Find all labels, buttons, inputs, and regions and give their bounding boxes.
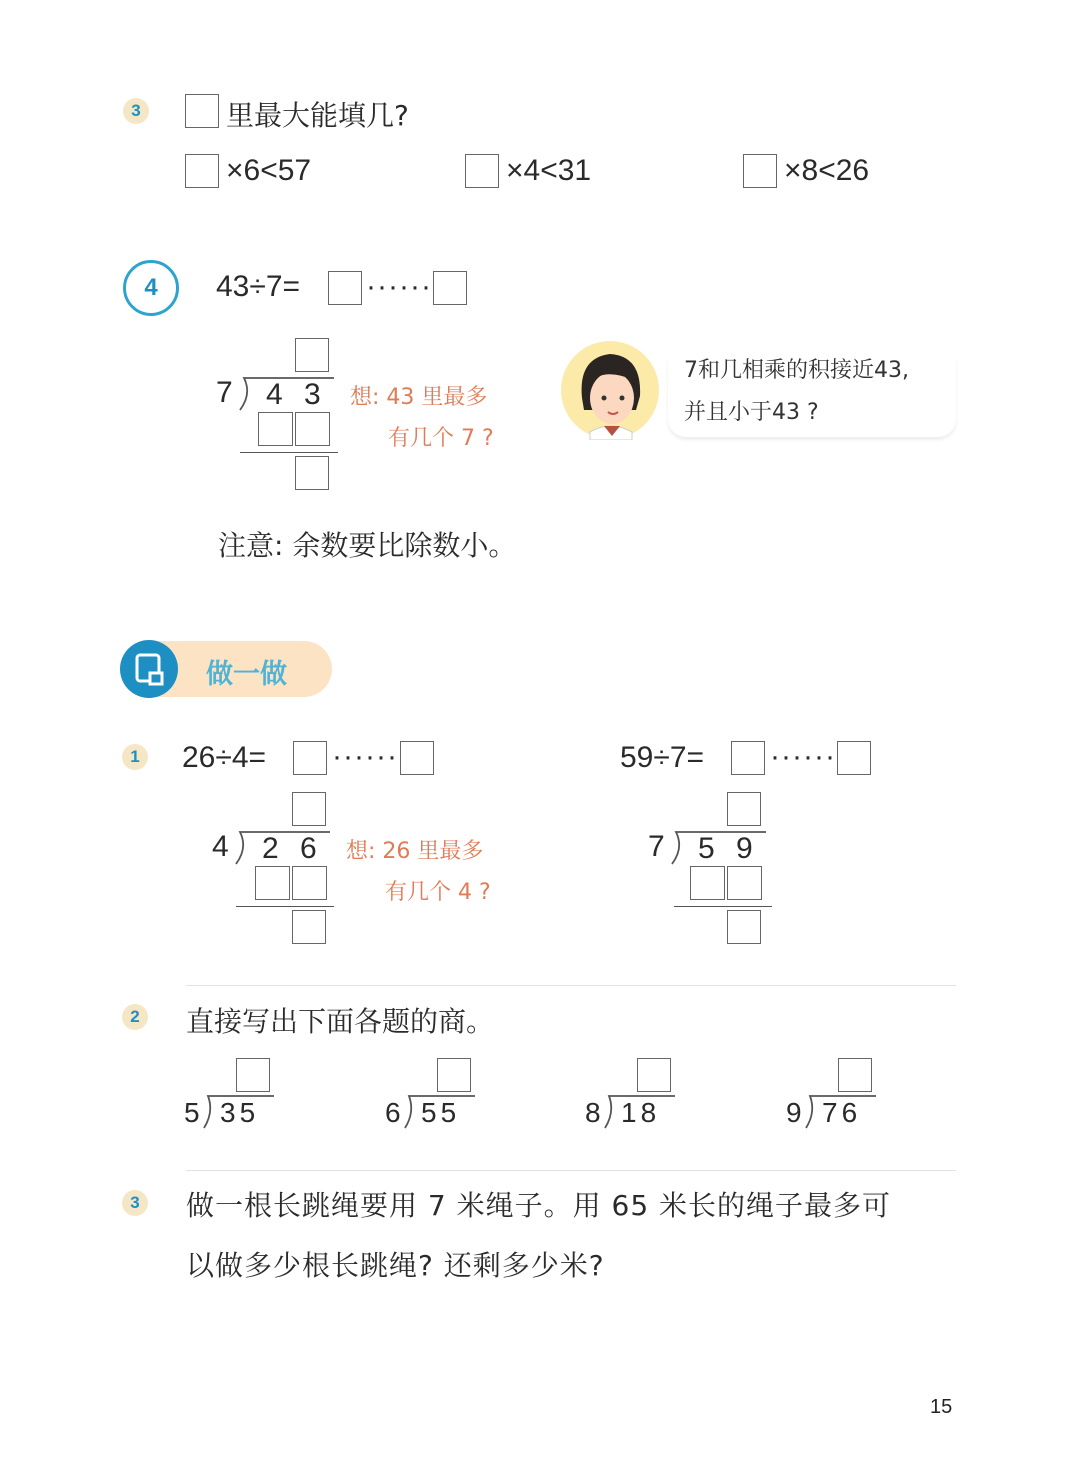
remainder-dots: ······ (332, 740, 398, 773)
dividend: 35 (220, 1097, 260, 1128)
product-box[interactable] (295, 412, 330, 446)
answer-box[interactable] (185, 154, 219, 188)
page-number: 15 (930, 1396, 953, 1418)
girl-avatar (560, 340, 660, 440)
answer-box[interactable] (185, 94, 219, 128)
quotient-box[interactable] (731, 741, 765, 775)
dividend: 18 (621, 1097, 661, 1128)
product-box[interactable] (690, 866, 725, 900)
dividend-digit-2: 6 (300, 832, 317, 865)
product-box[interactable] (292, 866, 327, 900)
quotient-box[interactable] (293, 741, 327, 775)
remainder-box[interactable] (433, 271, 467, 305)
think-hint-line-1: 想: 26 里最多 (346, 839, 484, 864)
think-hint-line-2: 有几个 7 ? (388, 426, 494, 451)
quotient-box[interactable] (637, 1058, 671, 1092)
dividend-digit-1: 5 (698, 832, 715, 865)
remainder-box[interactable] (400, 741, 434, 775)
remainder-box[interactable] (292, 910, 326, 944)
divisor: 7 (648, 830, 665, 863)
question-3-badge: 3 (123, 98, 149, 124)
inequality-1: ×6<57 (226, 154, 312, 187)
divisor: 6 (385, 1097, 401, 1128)
product-box[interactable] (255, 866, 290, 900)
practice-3-line-2: 以做多少根长跳绳? 还剩多少米? (186, 1249, 605, 1282)
speech-bubble (668, 345, 956, 437)
practice-2-title: 直接写出下面各题的商。 (186, 1005, 495, 1038)
answer-box[interactable] (465, 154, 499, 188)
section-divider (186, 985, 956, 986)
subtraction-line (236, 906, 334, 907)
remainder-box[interactable] (837, 741, 871, 775)
think-hint-line-2: 有几个 4 ? (385, 880, 491, 905)
remainder-dots: ······ (770, 740, 836, 773)
practice-1-badge: 1 (122, 744, 148, 770)
practice-icon (120, 640, 178, 698)
question-4-circle-badge: 4 (123, 260, 179, 316)
practice-3-line-1: 做一根长跳绳要用 7 米绳子。用 65 米长的绳子最多可 (186, 1189, 892, 1222)
quotient-box[interactable] (295, 338, 329, 372)
divisor: 5 (184, 1097, 200, 1128)
speech-line-1: 7和几相乘的积接近43, (684, 358, 909, 383)
dividend-digit-2: 9 (736, 832, 753, 865)
dividend-digit-1: 4 (266, 378, 283, 411)
practice-2-badge: 2 (122, 1004, 148, 1030)
equation-59-div-7: 59÷7= (620, 741, 705, 774)
quotient-box[interactable] (292, 792, 326, 826)
remainder-box[interactable] (295, 456, 329, 490)
equation-26-div-4: 26÷4= (182, 741, 267, 774)
division-bracket (670, 830, 770, 866)
dividend: 76 (822, 1097, 862, 1128)
remainder-dots: ······ (366, 270, 432, 303)
product-box[interactable] (727, 866, 762, 900)
quotient-box[interactable] (236, 1058, 270, 1092)
division-bracket (234, 830, 334, 866)
dividend-digit-2: 3 (304, 378, 321, 411)
subtraction-line (674, 906, 772, 907)
divisor: 9 (786, 1097, 802, 1128)
inequality-3: ×8<26 (784, 154, 870, 187)
note-remainder-smaller: 注意: 余数要比除数小。 (218, 529, 517, 562)
practice-3-badge: 3 (122, 1190, 148, 1216)
think-hint-line-1: 想: 43 里最多 (350, 385, 488, 410)
speech-line-2: 并且小于43 ? (684, 400, 819, 425)
quotient-box[interactable] (838, 1058, 872, 1092)
subtraction-line (240, 452, 338, 453)
quotient-box[interactable] (328, 271, 362, 305)
answer-box[interactable] (743, 154, 777, 188)
divisor: 4 (212, 830, 229, 863)
quotient-box[interactable] (727, 792, 761, 826)
quotient-box[interactable] (437, 1058, 471, 1092)
question-3-title: 里最大能填几? (226, 99, 409, 132)
dividend-digit-1: 2 (262, 832, 279, 865)
divisor: 8 (585, 1097, 601, 1128)
remainder-box[interactable] (727, 910, 761, 944)
section-divider (186, 1170, 956, 1171)
equation-43-div-7: 43÷7= (216, 270, 301, 303)
dividend: 55 (421, 1097, 461, 1128)
divisor: 7 (216, 376, 233, 409)
product-box[interactable] (258, 412, 293, 446)
division-bracket (238, 376, 338, 412)
practice-header: 做一做 (206, 659, 287, 690)
inequality-2: ×4<31 (506, 154, 592, 187)
